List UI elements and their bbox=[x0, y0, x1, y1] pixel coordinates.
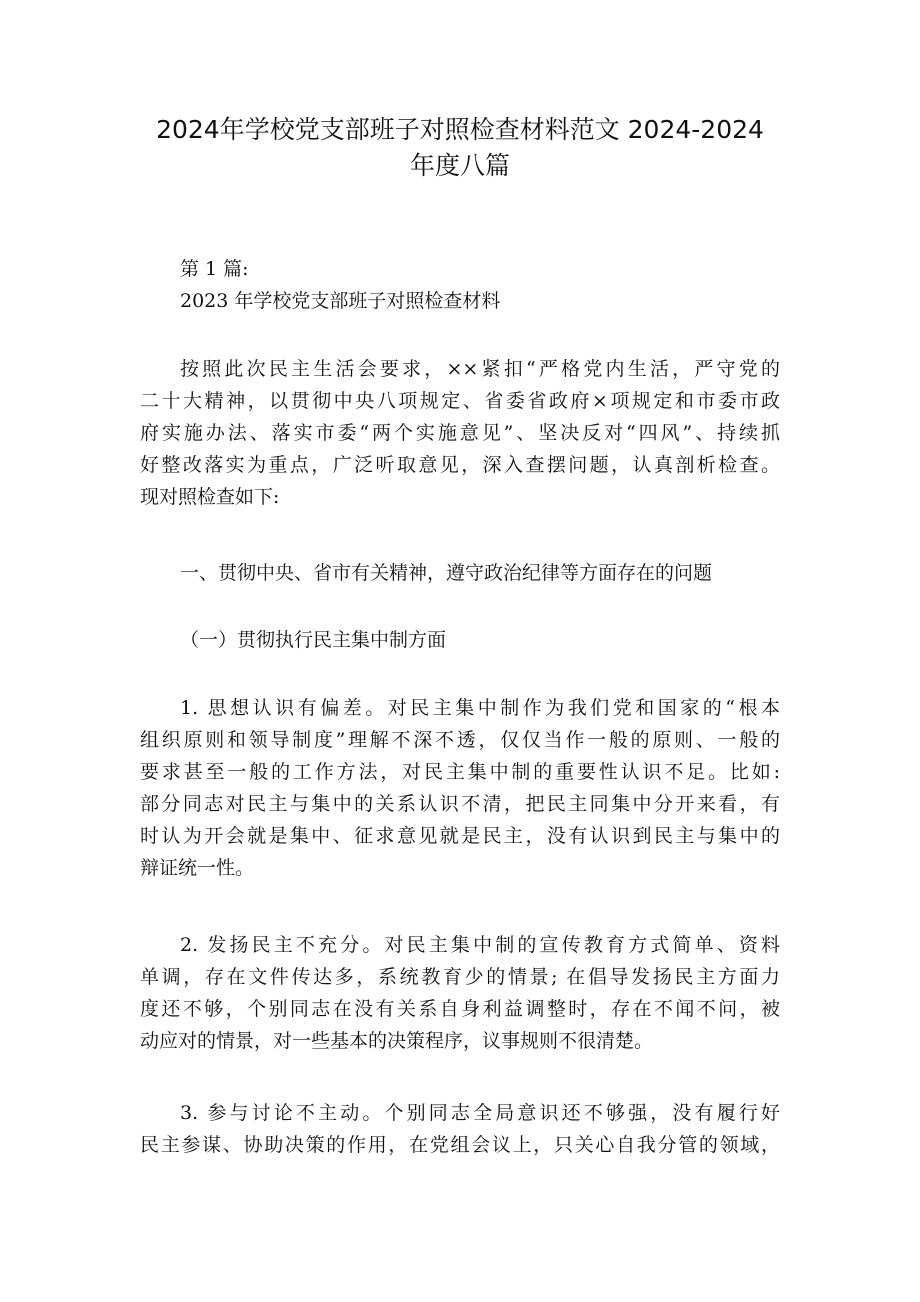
section-subtitle: 2023 年学校党支部班子对照检查材料 bbox=[180, 290, 501, 312]
paragraph-line: 度还不够，个别同志在没有关系自身利益调整时，存在不闻不问，被 bbox=[140, 998, 780, 1020]
paragraph-line: 时认为开会就是集中、征求意见就是民主，没有认识到民主与集中的 bbox=[140, 825, 780, 847]
section-label: 第 1 篇: bbox=[180, 258, 249, 280]
heading-level-1: 一、贯彻中央、省市有关精神，遵守政治纪律等方面存在的问题 bbox=[180, 562, 713, 584]
paragraph-line: 要求甚至一般的工作方法，对民主集中制的重要性认识不足。比如: bbox=[140, 761, 780, 783]
item-2-paragraph bbox=[140, 929, 780, 1057]
paragraph-line: 单调，存在文件传达多，系统教育少的情景; 在倡导发扬民主方面力 bbox=[140, 966, 780, 988]
paragraph-line: 民主参谋、协助决策的作用，在党组会议上，只关心自我分管的领域， bbox=[140, 1134, 780, 1156]
paragraph-line: 好整改落实为重点，广泛听取意见，深入查摆问题，认真剖析检查。 bbox=[140, 454, 780, 476]
paragraph-line: 组织原则和领导制度”理解不深不透，仅仅当作一般的原则、一般的 bbox=[140, 729, 780, 751]
paragraph-line: 部分同志对民主与集中的关系认识不清，把民主同集中分开来看，有 bbox=[140, 793, 780, 815]
paragraph-line: 1. 思想认识有偏差。对民主集中制作为我们党和国家的“根本 bbox=[180, 697, 780, 719]
heading-level-2: （一）贯彻执行民主集中制方面 bbox=[180, 629, 447, 651]
paragraph-line: 2. 发扬民主不充分。对民主集中制的宣传教育方式简单、资料 bbox=[180, 934, 780, 956]
paragraph-line: 3. 参与讨论不主动。个别同志全局意识还不够强，没有履行好 bbox=[180, 1102, 780, 1124]
paragraph-line: 动应对的情景，对一些基本的决策程序，议事规则不很清楚。 bbox=[140, 1030, 654, 1052]
paragraph-line: 二十大精神，以贯彻中央八项规定、省委省政府×项规定和市委市政 bbox=[140, 390, 780, 412]
paragraph-line: 现对照检查如下: bbox=[140, 486, 280, 508]
item-3-paragraph bbox=[140, 1097, 780, 1161]
paragraph-line: 辩证统一性。 bbox=[140, 857, 255, 879]
paragraph-line: 按照此次民主生活会要求，××紧扣“严格党内生活，严守党的 bbox=[180, 358, 780, 380]
item-1-paragraph bbox=[140, 692, 780, 884]
title-line-2: 年度八篇 bbox=[409, 151, 510, 180]
paragraph-line: 府实施办法、落实市委“两个实施意见”、坚决反对“四风”、持续抓 bbox=[140, 422, 780, 444]
document-title bbox=[140, 112, 780, 184]
intro-paragraph bbox=[140, 353, 780, 513]
title-line-1: 2024年学校党支部班子对照检查材料范文 2024-2024 bbox=[156, 115, 764, 144]
